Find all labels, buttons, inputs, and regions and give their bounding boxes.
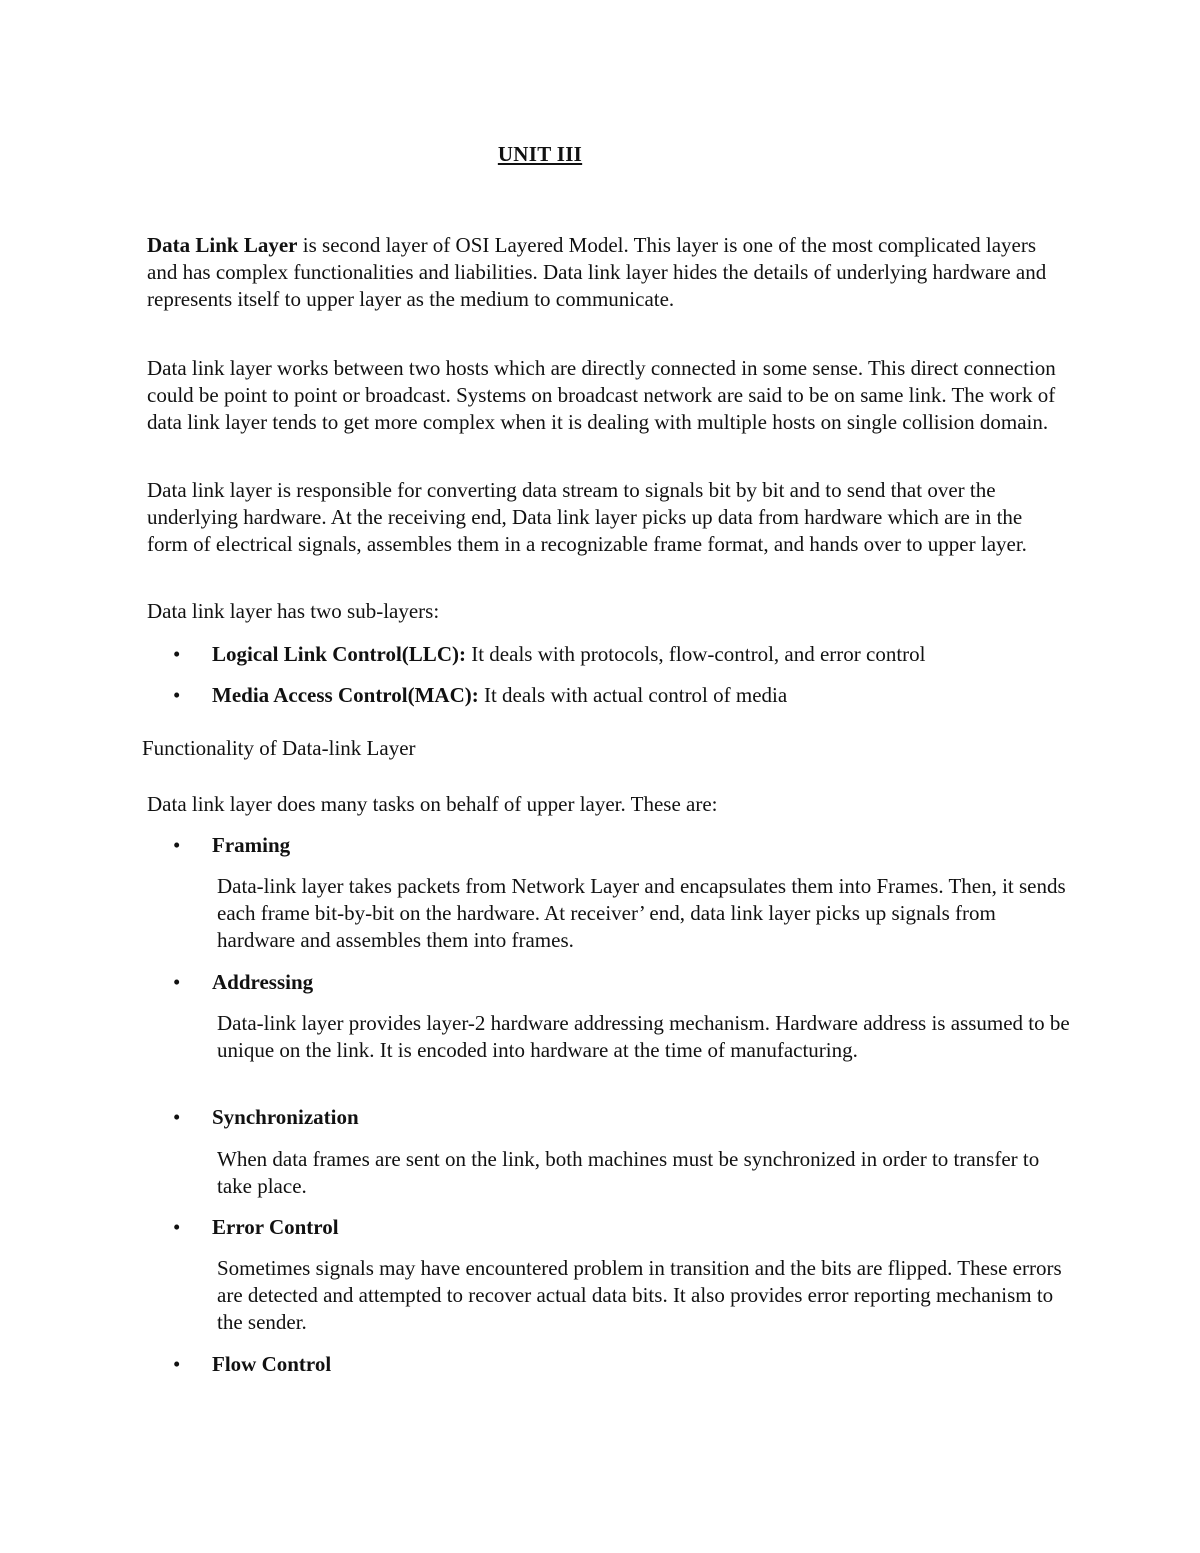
bullet-icon: • <box>173 1215 181 1239</box>
bullet-icon: • <box>173 642 181 666</box>
intro-text: is second layer of OSI Layered Model. This layer is one of the most complicated layers and has complex functionalities and liabilities. Data link layer hides the details of underlying hardware and represents itself to upper layer as the medium to communicate. <box>147 233 1047 311</box>
bullet-icon: • <box>173 1352 181 1376</box>
paragraph-hosts: Data link layer works between two hosts which are directly connected in some sense. This direct connection could be point to point or broadcast. Systems on broadcast network are said to be on same link. The work of data link layer tends to get more complex when it is dealing with multiple hosts on single collision domain. <box>147 356 1056 434</box>
intro-term: Data Link Layer <box>147 233 298 257</box>
sublayer-text: It deals with actual control of media <box>478 683 788 707</box>
bullet-icon: • <box>173 683 181 707</box>
sublayer-text: It deals with protocols, flow-control, and error control <box>465 642 926 666</box>
function-name: Synchronization <box>212 1105 359 1129</box>
function-description: Data-link layer provides layer-2 hardware addressing mechanism. Hardware address is assumed to be unique on the link. It is encoded into hardware at the time of manufacturing. <box>217 1011 1070 1062</box>
paragraph-signals: Data link layer is responsible for converting data stream to signals bit by bit and to send that over the underlying hardware. At the receiving end, Data link layer picks up data from hardware which are in the form of electrical signals, assembles them in a recognizable frame format, and hands over to upper layer. <box>147 478 1027 556</box>
function-description: Sometimes signals may have encountered problem in transition and the bits are flipped. These errors are detected and attempted to recover actual data bits. It also provides error reporting mechanism to the sender. <box>217 1256 1062 1334</box>
sublayer-name: Media Access Control(MAC): <box>212 683 479 707</box>
bullet-icon: • <box>173 970 181 994</box>
functionality-heading: Functionality of Data-link Layer <box>142 736 416 760</box>
function-description: Data-link layer takes packets from Network Layer and encapsulates them into Frames. Then, it sends each frame bit-by-bit on the hardware. At receiver’ end, data link layer picks up signals from hardware and assembles them into frames. <box>217 874 1066 952</box>
bullet-icon: • <box>173 833 181 857</box>
intro-paragraph <box>147 232 1067 313</box>
bullet-icon: • <box>173 1105 181 1129</box>
sublayer-name: Logical Link Control(LLC): <box>212 642 466 666</box>
function-name: Addressing <box>212 970 314 994</box>
function-name: Error Control <box>212 1215 339 1239</box>
paragraph-tasks: Data link layer does many tasks on behalf of upper layer. These are: <box>147 792 718 816</box>
list-item <box>147 641 1067 668</box>
sublayer-list <box>147 682 1067 709</box>
page-title: UNIT III <box>497 142 583 166</box>
sublayer-list <box>147 641 1067 668</box>
function-name: Framing <box>212 833 291 857</box>
list-item <box>147 682 1067 709</box>
function-description: When data frames are sent on the link, both machines must be synchronized in order to transfer to take place. <box>217 1147 1040 1198</box>
function-name: Flow Control <box>212 1352 332 1376</box>
paragraph-sublayers: Data link layer has two sub-layers: <box>147 599 440 623</box>
